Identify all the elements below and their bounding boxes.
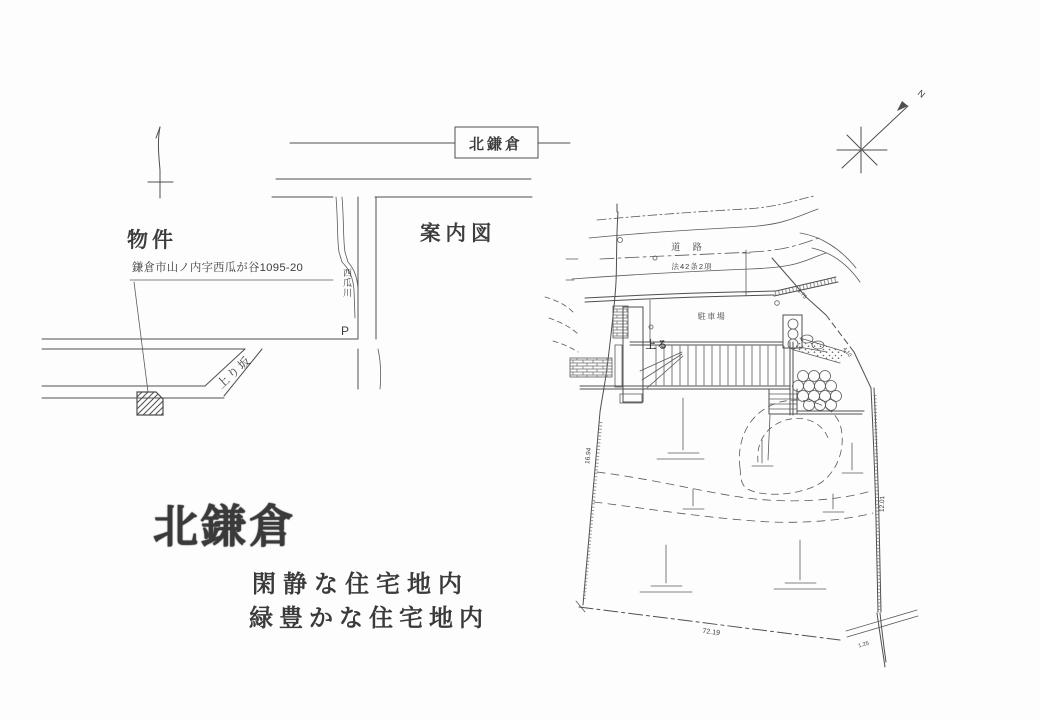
guide-map-title: 案内図: [420, 222, 497, 245]
road-contours: [566, 196, 860, 329]
tree-cluster: [793, 371, 842, 411]
headline-subtitle-2: 緑豊かな住宅地内: [249, 605, 489, 632]
dim-ne2: 4.10: [841, 346, 853, 359]
west-structures: [545, 297, 643, 403]
guide-roads: [42, 197, 381, 398]
dim-ne1: 1.75: [795, 288, 808, 301]
headline-title: 北鎌倉: [153, 501, 298, 552]
river-label: 西瓜川: [342, 268, 352, 298]
road-label: 道 路: [671, 242, 707, 252]
dim-south: 72.19: [702, 627, 721, 638]
north-arrow-icon: [837, 88, 927, 173]
road-note: 法42条2項: [671, 262, 713, 271]
site-plan: [545, 88, 927, 667]
north-east-boundary: [772, 258, 871, 388]
south-boundary: [579, 607, 918, 649]
property-marker: [137, 392, 163, 415]
gravel-path: [794, 338, 846, 363]
parking-lot-label: 駐車場: [697, 312, 727, 321]
river: [336, 197, 358, 318]
interior-contours: [594, 400, 873, 522]
slope-symbols: [640, 398, 863, 592]
lower-stairs: [768, 389, 864, 460]
guide-map: [42, 127, 570, 415]
east-boundary: [871, 388, 886, 667]
dim-east: 12.01: [878, 495, 887, 513]
station-label: 北鎌倉: [468, 136, 524, 153]
west-boundary: [576, 204, 618, 612]
headline-subtitle-1: 閑静な住宅地内: [252, 571, 469, 598]
station-box: [455, 127, 538, 158]
dim-se: 1.25: [857, 640, 870, 650]
parking-mark: P: [341, 324, 350, 338]
slope-label: 上り坂: [214, 352, 255, 392]
north-label: N: [915, 87, 928, 100]
property-label: 物件: [127, 229, 177, 252]
property-address: 鎌倉市山ノ内字西瓜が谷1095-20: [132, 262, 304, 274]
guide-north-mark-icon: [148, 127, 173, 198]
dim-west: 16.94: [584, 447, 593, 465]
stairs-up-label: 上る: [645, 339, 669, 351]
